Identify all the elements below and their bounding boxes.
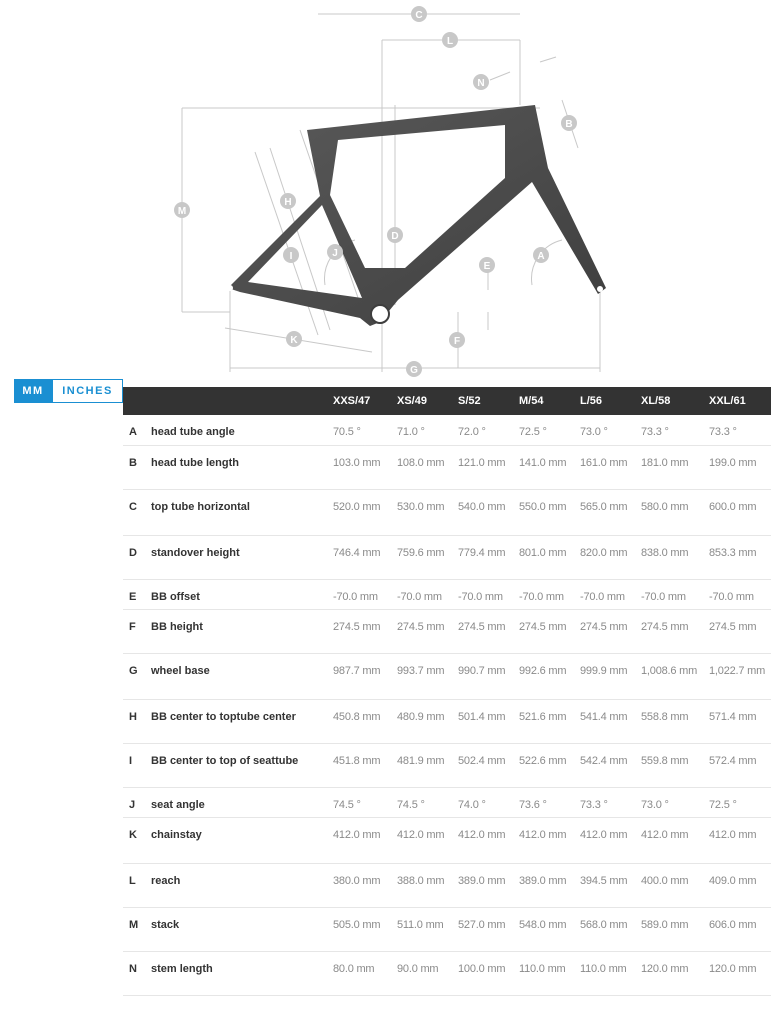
dimension-value: 412.0 mm bbox=[455, 817, 516, 863]
dimension-value: 121.0 mm bbox=[455, 445, 516, 489]
dimension-value: 274.5 mm bbox=[455, 609, 516, 653]
table-header-row bbox=[123, 387, 771, 415]
dimension-name: reach bbox=[147, 863, 330, 907]
dimension-code: J bbox=[123, 787, 147, 817]
dimension-value: 90.0 mm bbox=[394, 951, 455, 995]
table-row bbox=[123, 535, 771, 579]
label-d: D bbox=[391, 231, 399, 242]
dimension-value: 580.0 mm bbox=[638, 489, 706, 535]
geometry-table bbox=[123, 387, 771, 996]
table-row bbox=[123, 415, 771, 445]
label-n: N bbox=[477, 78, 485, 89]
label-j: J bbox=[332, 248, 338, 259]
dimension-value: 480.9 mm bbox=[394, 699, 455, 743]
dimension-name: head tube angle bbox=[147, 415, 330, 445]
dimension-value: 412.0 mm bbox=[638, 817, 706, 863]
dimension-value: 108.0 mm bbox=[394, 445, 455, 489]
table-row bbox=[123, 445, 771, 489]
header-size: XXL/61 bbox=[706, 387, 771, 415]
dimension-value: 100.0 mm bbox=[455, 951, 516, 995]
dimension-value: 120.0 mm bbox=[706, 951, 771, 995]
dimension-code: D bbox=[123, 535, 147, 579]
label-g-marker bbox=[406, 361, 422, 377]
label-c: C bbox=[415, 10, 423, 21]
dimension-value: -70.0 mm bbox=[455, 579, 516, 609]
dimension-value: 73.6 ° bbox=[516, 787, 577, 817]
dimension-value: 274.5 mm bbox=[516, 609, 577, 653]
dimension-value: 71.0 ° bbox=[394, 415, 455, 445]
dimension-name: seat angle bbox=[147, 787, 330, 817]
label-i-marker bbox=[283, 247, 299, 263]
dimension-value: 389.0 mm bbox=[455, 863, 516, 907]
dimension-value: 412.0 mm bbox=[706, 817, 771, 863]
label-k-marker bbox=[286, 331, 302, 347]
inches-unit-button[interactable]: INCHES bbox=[52, 379, 123, 403]
dimension-value: 74.0 ° bbox=[455, 787, 516, 817]
dimension-name: BB center to top of seattube bbox=[147, 743, 330, 787]
header-size: XXS/47 bbox=[330, 387, 394, 415]
label-d-marker bbox=[387, 227, 403, 243]
dimension-code: H bbox=[123, 699, 147, 743]
dimension-value: 746.4 mm bbox=[330, 535, 394, 579]
table-row bbox=[123, 743, 771, 787]
dimension-name: stack bbox=[147, 907, 330, 951]
table-row bbox=[123, 907, 771, 951]
dimension-value: 993.7 mm bbox=[394, 653, 455, 699]
dimension-value: 1,022.7 mm bbox=[706, 653, 771, 699]
dimension-name: wheel base bbox=[147, 653, 330, 699]
dimension-value: 600.0 mm bbox=[706, 489, 771, 535]
dimension-value: 530.0 mm bbox=[394, 489, 455, 535]
label-b-marker bbox=[561, 115, 577, 131]
dimension-value: 73.3 ° bbox=[577, 787, 638, 817]
dimension-value: 502.4 mm bbox=[455, 743, 516, 787]
header-name bbox=[147, 387, 330, 415]
dimension-name: BB height bbox=[147, 609, 330, 653]
dimension-code: F bbox=[123, 609, 147, 653]
dimension-name: BB center to toptube center bbox=[147, 699, 330, 743]
dimension-value: 389.0 mm bbox=[516, 863, 577, 907]
frame-geometry-diagram bbox=[0, 0, 781, 380]
dimension-value: 394.5 mm bbox=[577, 863, 638, 907]
dimension-value: 73.3 ° bbox=[706, 415, 771, 445]
label-a-marker bbox=[533, 247, 549, 263]
dimension-value: -70.0 mm bbox=[394, 579, 455, 609]
dimension-value: 511.0 mm bbox=[394, 907, 455, 951]
table-row bbox=[123, 489, 771, 535]
dimension-value: 412.0 mm bbox=[330, 817, 394, 863]
dimension-value: 72.5 ° bbox=[516, 415, 577, 445]
label-a: A bbox=[537, 251, 545, 262]
dimension-name: BB offset bbox=[147, 579, 330, 609]
dimension-value: 541.4 mm bbox=[577, 699, 638, 743]
dimension-value: 568.0 mm bbox=[577, 907, 638, 951]
dimension-code: I bbox=[123, 743, 147, 787]
dimension-value: 199.0 mm bbox=[706, 445, 771, 489]
label-k: K bbox=[290, 335, 298, 346]
dimension-value: 820.0 mm bbox=[577, 535, 638, 579]
dimension-name: chainstay bbox=[147, 817, 330, 863]
table-row bbox=[123, 609, 771, 653]
dimension-value: 72.5 ° bbox=[706, 787, 771, 817]
dimension-code: L bbox=[123, 863, 147, 907]
table-row bbox=[123, 579, 771, 609]
dimension-value: 451.8 mm bbox=[330, 743, 394, 787]
dimension-value: -70.0 mm bbox=[516, 579, 577, 609]
label-h: H bbox=[284, 197, 292, 208]
dimension-name: standover height bbox=[147, 535, 330, 579]
label-j-marker bbox=[327, 244, 343, 260]
dimension-value: 542.4 mm bbox=[577, 743, 638, 787]
dimension-name: stem length bbox=[147, 951, 330, 995]
dimension-code: C bbox=[123, 489, 147, 535]
dimension-value: -70.0 mm bbox=[706, 579, 771, 609]
dimension-value: 74.5 ° bbox=[330, 787, 394, 817]
dimension-value: 74.5 ° bbox=[394, 787, 455, 817]
dimension-value: 853.3 mm bbox=[706, 535, 771, 579]
dimension-value: 779.4 mm bbox=[455, 535, 516, 579]
dimension-value: 505.0 mm bbox=[330, 907, 394, 951]
dimension-value: 274.5 mm bbox=[638, 609, 706, 653]
header-size: XL/58 bbox=[638, 387, 706, 415]
header-size: M/54 bbox=[516, 387, 577, 415]
dimension-value: 409.0 mm bbox=[706, 863, 771, 907]
table-row bbox=[123, 817, 771, 863]
dimension-value: 559.8 mm bbox=[638, 743, 706, 787]
dimension-value: 522.6 mm bbox=[516, 743, 577, 787]
dimension-lines bbox=[182, 14, 600, 372]
dimension-code: K bbox=[123, 817, 147, 863]
dimension-value: 558.8 mm bbox=[638, 699, 706, 743]
bike-frame bbox=[227, 105, 606, 326]
dimension-value: 274.5 mm bbox=[706, 609, 771, 653]
dimension-code: B bbox=[123, 445, 147, 489]
header-size: XS/49 bbox=[394, 387, 455, 415]
dimension-value: 73.0 ° bbox=[638, 787, 706, 817]
dimension-value: 838.0 mm bbox=[638, 535, 706, 579]
dimension-value: 450.8 mm bbox=[330, 699, 394, 743]
dimension-name: head tube length bbox=[147, 445, 330, 489]
table-row bbox=[123, 951, 771, 995]
label-n-marker bbox=[473, 74, 489, 90]
dimension-value: 999.9 mm bbox=[577, 653, 638, 699]
dimension-value: 274.5 mm bbox=[394, 609, 455, 653]
table-row bbox=[123, 699, 771, 743]
dimension-value: -70.0 mm bbox=[330, 579, 394, 609]
dimension-value: 80.0 mm bbox=[330, 951, 394, 995]
dimension-value: 412.0 mm bbox=[516, 817, 577, 863]
dimension-code: N bbox=[123, 951, 147, 995]
dimension-value: 990.7 mm bbox=[455, 653, 516, 699]
dimension-value: -70.0 mm bbox=[577, 579, 638, 609]
dimension-value: 521.6 mm bbox=[516, 699, 577, 743]
table-row bbox=[123, 863, 771, 907]
dimension-value: 141.0 mm bbox=[516, 445, 577, 489]
label-b: B bbox=[565, 119, 573, 130]
dimension-code: G bbox=[123, 653, 147, 699]
label-f: F bbox=[453, 336, 461, 347]
label-h-marker bbox=[280, 193, 296, 209]
dimension-value: 110.0 mm bbox=[516, 951, 577, 995]
table-body bbox=[123, 415, 771, 995]
dimension-value: 759.6 mm bbox=[394, 535, 455, 579]
header-size: L/56 bbox=[577, 387, 638, 415]
label-l-marker bbox=[442, 32, 458, 48]
dimension-value: 70.5 ° bbox=[330, 415, 394, 445]
dimension-value: 1,008.6 mm bbox=[638, 653, 706, 699]
label-f-marker bbox=[449, 332, 465, 348]
dimension-value: 161.0 mm bbox=[577, 445, 638, 489]
dimension-value: 520.0 mm bbox=[330, 489, 394, 535]
label-i: I bbox=[289, 251, 293, 262]
label-c-marker bbox=[411, 6, 427, 22]
dimension-value: 73.0 ° bbox=[577, 415, 638, 445]
label-e-marker bbox=[479, 257, 495, 273]
dimension-value: 120.0 mm bbox=[638, 951, 706, 995]
dimension-value: 572.4 mm bbox=[706, 743, 771, 787]
dimension-value: 606.0 mm bbox=[706, 907, 771, 951]
dimension-value: 274.5 mm bbox=[577, 609, 638, 653]
dimension-value: 589.0 mm bbox=[638, 907, 706, 951]
dimension-value: 110.0 mm bbox=[577, 951, 638, 995]
dimension-value: 388.0 mm bbox=[394, 863, 455, 907]
label-e: E bbox=[483, 261, 491, 272]
label-m-marker bbox=[174, 202, 190, 218]
dimension-code: A bbox=[123, 415, 147, 445]
unit-toggle bbox=[14, 379, 123, 403]
dimension-value: 400.0 mm bbox=[638, 863, 706, 907]
dimension-value: 987.7 mm bbox=[330, 653, 394, 699]
dimension-value: 548.0 mm bbox=[516, 907, 577, 951]
dimension-value: -70.0 mm bbox=[638, 579, 706, 609]
dimension-value: 801.0 mm bbox=[516, 535, 577, 579]
dimension-value: 380.0 mm bbox=[330, 863, 394, 907]
dimension-value: 550.0 mm bbox=[516, 489, 577, 535]
mm-unit-button[interactable]: MM bbox=[14, 379, 52, 403]
dimension-value: 540.0 mm bbox=[455, 489, 516, 535]
label-m: M bbox=[177, 206, 187, 217]
dimension-value: 481.9 mm bbox=[394, 743, 455, 787]
dimension-value: 412.0 mm bbox=[577, 817, 638, 863]
label-g: G bbox=[410, 365, 418, 376]
dimension-value: 501.4 mm bbox=[455, 699, 516, 743]
dimension-value: 103.0 mm bbox=[330, 445, 394, 489]
table-row bbox=[123, 653, 771, 699]
dimension-value: 527.0 mm bbox=[455, 907, 516, 951]
dimension-value: 571.4 mm bbox=[706, 699, 771, 743]
dimension-value: 412.0 mm bbox=[394, 817, 455, 863]
dimension-value: 992.6 mm bbox=[516, 653, 577, 699]
header-code bbox=[123, 387, 147, 415]
dimension-value: 72.0 ° bbox=[455, 415, 516, 445]
dimension-name: top tube horizontal bbox=[147, 489, 330, 535]
table-row bbox=[123, 787, 771, 817]
dimension-value: 181.0 mm bbox=[638, 445, 706, 489]
header-size: S/52 bbox=[455, 387, 516, 415]
dimension-value: 274.5 mm bbox=[330, 609, 394, 653]
dimension-code: M bbox=[123, 907, 147, 951]
label-l: L bbox=[446, 36, 454, 47]
dimension-value: 565.0 mm bbox=[577, 489, 638, 535]
dimension-code: E bbox=[123, 579, 147, 609]
dimension-value: 73.3 ° bbox=[638, 415, 706, 445]
